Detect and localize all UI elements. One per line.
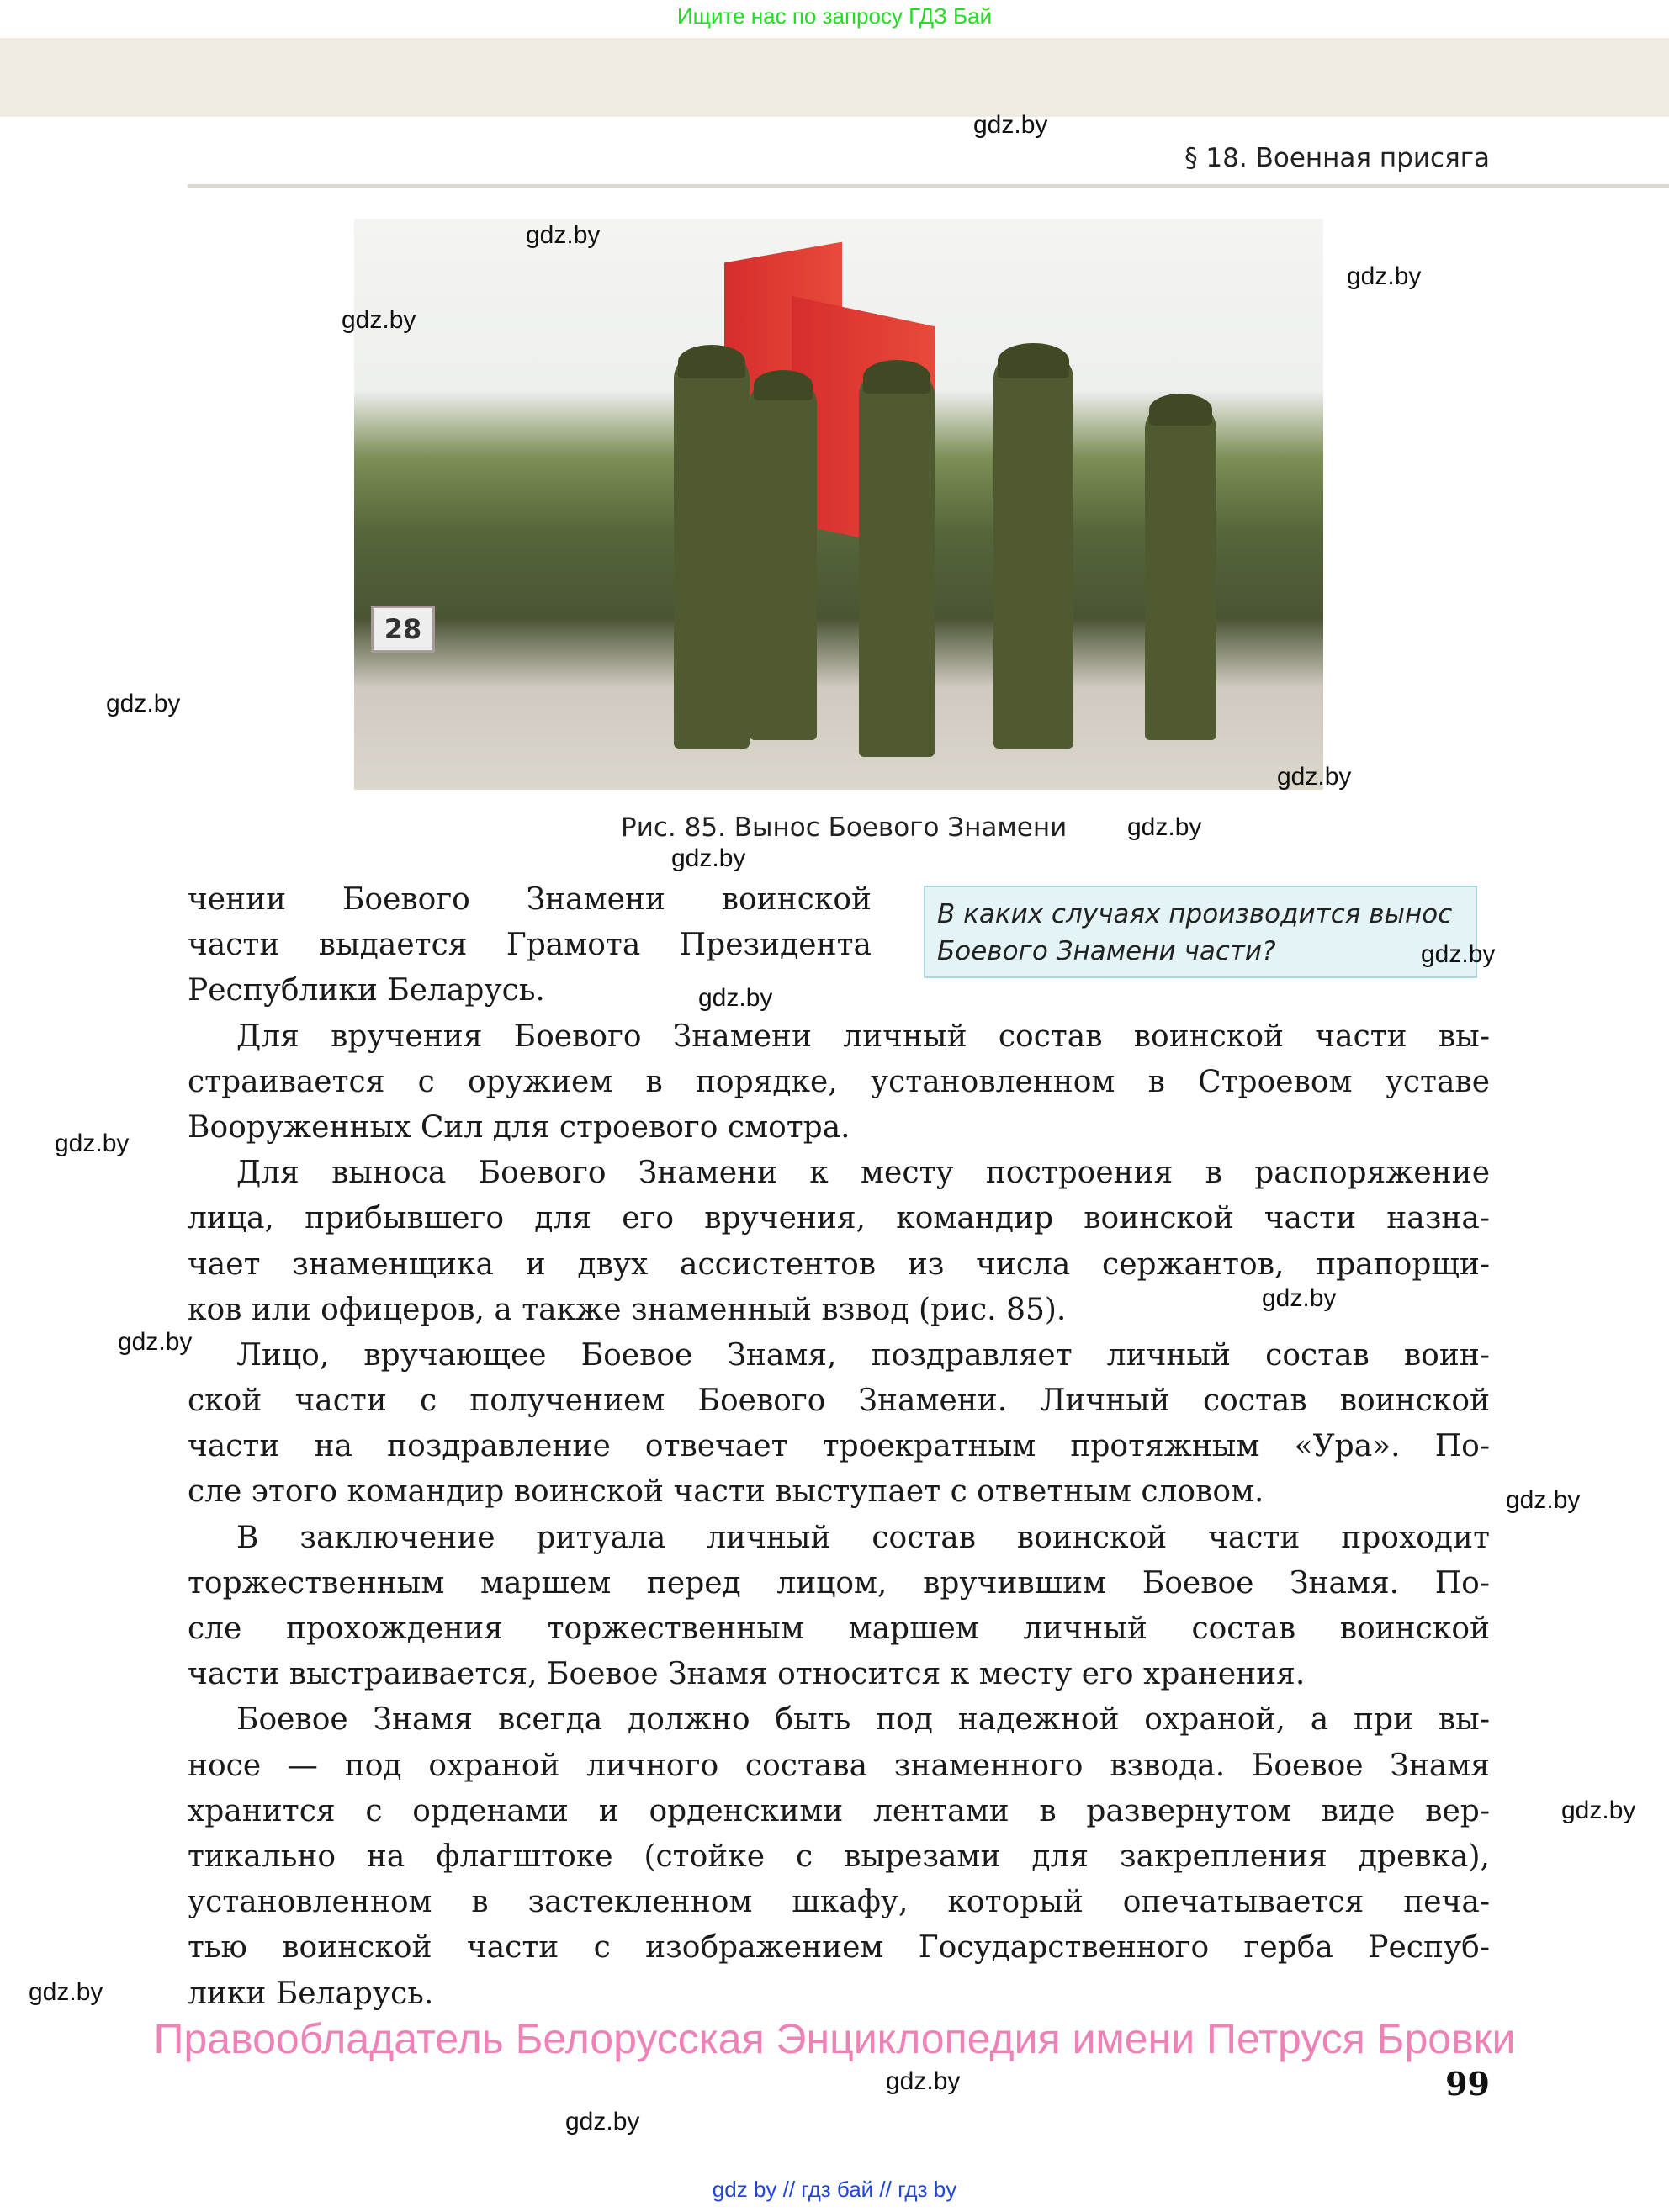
watermark: gdz.by xyxy=(118,1328,193,1356)
soldier-cap xyxy=(998,343,1069,378)
soldier-cap xyxy=(678,345,745,378)
soldier xyxy=(750,378,817,740)
watermark: gdz.by xyxy=(973,111,1048,139)
text-line: установленном в застекленном шкафу, который опечатывается печа- xyxy=(188,1885,1490,1920)
text-line: сле прохождения торжественным маршем личный состав воинской xyxy=(188,1611,1490,1646)
watermark: gdz.by xyxy=(1421,940,1496,968)
watermark: gdz.by xyxy=(1506,1486,1581,1514)
text-line: Вооруженных Сил для строевого смотра. xyxy=(188,1109,850,1145)
text-line: Для выноса Боевого Знамени к месту построения в распоряжение xyxy=(236,1156,1490,1191)
soldier xyxy=(674,353,750,749)
soldier xyxy=(859,370,935,757)
text-line: части выстраивается, Боевое Знамя относится к месту его хранения. xyxy=(188,1657,1306,1692)
text-line: тикально на флагштоке (стойке с вырезами для закрепления древка), xyxy=(188,1839,1490,1874)
watermark: gdz.by xyxy=(565,2108,640,2135)
search-banner: Ищите нас по запросу ГДЗ Бай xyxy=(676,3,993,29)
soldier-cap xyxy=(863,360,930,394)
figure-photo xyxy=(354,219,1323,790)
body-text xyxy=(188,877,1490,2017)
watermark: gdz.by xyxy=(29,1978,103,2006)
watermark: gdz.by xyxy=(1277,763,1352,791)
text-line: тью воинской части с изображением Государственного герба Респуб- xyxy=(188,1930,1490,1966)
question-line: В каких случаях производится вынос xyxy=(937,899,1453,929)
soldier xyxy=(1145,404,1216,740)
text-line: лики Беларусь. xyxy=(188,1976,434,2011)
question-line: Боевого Знамени части? xyxy=(937,936,1276,966)
text-line: Боевое Знамя всегда должно быть под надежной охраной, а при вы- xyxy=(236,1702,1490,1738)
desk-number: 28 xyxy=(371,606,435,653)
soldier xyxy=(993,353,1073,749)
text-line: лица, прибывшего для его вручения, командир воинской части назна- xyxy=(188,1201,1490,1236)
text-line: чает знаменщика и двух ассистентов из числа сержантов, прапорщи- xyxy=(188,1246,1490,1282)
watermark: gdz.by xyxy=(106,690,181,717)
text-line: части на поздравление отвечает троекратным протяжным «Ура». По- xyxy=(188,1429,1490,1464)
watermark: gdz.by xyxy=(1127,813,1202,841)
page-number: 99 xyxy=(1445,2065,1490,2103)
watermark: gdz.by xyxy=(1347,262,1422,290)
text-line: В заключение ритуала личный состав воинской части проходит xyxy=(236,1520,1490,1555)
text-line: страивается с оружием в порядке, установленном в Строевом уставе xyxy=(188,1064,1490,1099)
figure-caption: Рис. 85. Вынос Боевого Знамени xyxy=(621,812,1068,843)
copyright-notice: Правообладатель Белорусская Энциклопедия имени Петруся Бровки xyxy=(153,2015,1516,2062)
header-divider xyxy=(188,184,1669,188)
text-line: части выдается Грамота Президента xyxy=(188,928,872,963)
soldier-cap xyxy=(1149,394,1212,426)
text-line: Для вручения Боевого Знамени личный состав воинской части вы- xyxy=(236,1019,1490,1054)
text-line: ской части с получением Боевого Знамени. Личный состав воинской xyxy=(188,1384,1490,1419)
watermark: gdz.by xyxy=(1561,1797,1636,1824)
watermark: gdz.by xyxy=(671,844,746,872)
text-line: чении Боевого Знамени воинской xyxy=(188,882,872,917)
text-line: Республики Беларусь. xyxy=(188,973,545,1008)
watermark: gdz.by xyxy=(698,984,773,1012)
text-line: торжественным маршем перед лицом, вручившим Боевое Знамя. По- xyxy=(188,1565,1490,1601)
text-line: хранится с орденами и орденскими лентами в развернутом виде вер- xyxy=(188,1793,1490,1828)
text-line: ков или офицеров, а также знаменный взвод (рис. 85). xyxy=(188,1292,1067,1327)
header-band xyxy=(0,38,1669,117)
text-line: носе — под охраной личного состава знаменного взвода. Боевое Знамя xyxy=(188,1748,1490,1783)
watermark: gdz.by xyxy=(55,1130,130,1157)
footer-links[interactable]: gdz by // гдз бай // гдз by xyxy=(712,2177,957,2202)
text-line: Лицо, вручающее Боевое Знамя, поздравляет личный состав воин- xyxy=(236,1337,1490,1373)
watermark: gdz.by xyxy=(886,2067,961,2095)
watermark: gdz.by xyxy=(342,306,416,334)
soldier-cap xyxy=(754,370,813,400)
running-head: § 18. Военная присяга xyxy=(1184,143,1490,173)
text-line: сле этого командир воинской части выступает с ответным словом. xyxy=(188,1474,1264,1510)
watermark: gdz.by xyxy=(1262,1284,1337,1312)
watermark: gdz.by xyxy=(526,221,601,249)
